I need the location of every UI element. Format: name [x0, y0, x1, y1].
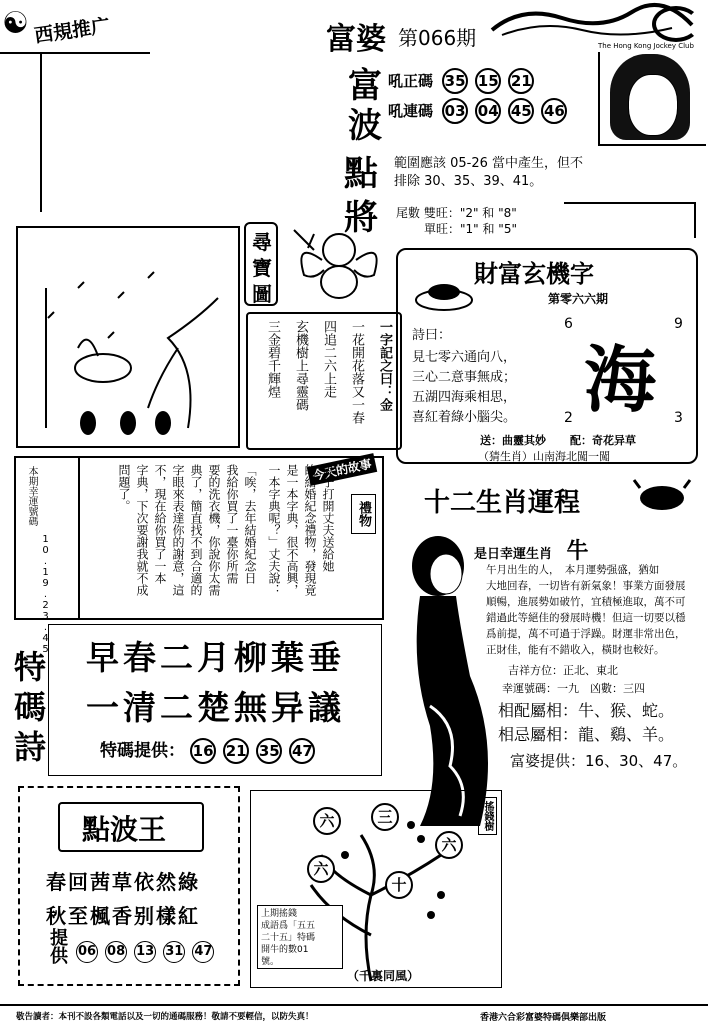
tema-number: 35: [256, 738, 282, 764]
caifu-title: 財富玄機字: [474, 259, 594, 288]
poem-line: 喜紅着綠小腦尖。: [412, 410, 517, 425]
tree-corner-tag: 搖錢樹: [478, 797, 497, 835]
zodiac-title: 十二生肖運程: [424, 488, 581, 518]
tree-note-line: 成語爲「五五: [261, 921, 316, 931]
ox-icon: [630, 474, 694, 514]
poem-col: 一花開花落又一春: [349, 320, 364, 424]
tema-number: 16: [190, 738, 216, 764]
xunbao-title-char-1: 尋: [252, 230, 272, 254]
poem-label: 詩曰：: [412, 328, 452, 343]
xunbao-poem-scroll: [246, 312, 402, 450]
story-col: 典了，簡直找不到合適的: [189, 464, 203, 596]
footer-right: 香港六合彩富婆特碼俱樂部出版: [480, 1013, 607, 1023]
paragraph-line: 錯過此等絕佳的發展時機！但這一切要以穩: [486, 612, 686, 624]
zodiac-provided: 富婆提供：16、30、47。: [510, 752, 688, 770]
corner-num: 6: [564, 316, 573, 332]
corner-num: 3: [674, 410, 683, 426]
story-col: 問題了。: [117, 464, 131, 512]
paragraph-line: 午月出生的人， 本月運勢强盛，猶如: [486, 564, 660, 576]
lian-row: [388, 98, 569, 124]
corner-num: 2: [564, 410, 573, 426]
corner-num: 9: [674, 316, 683, 332]
lucky-direction: 吉祥方位：正北、東北: [508, 664, 618, 677]
tail-line-1: 尾數 雙旺："2" 和 "8": [396, 206, 517, 220]
tema-provide-label: 特碼提供：: [100, 741, 185, 761]
story-col: 字典，下次要謝我就不成: [135, 464, 149, 596]
tema-number: 21: [223, 738, 249, 764]
tree-note-box: [257, 905, 343, 969]
tema-line-1: 早春二月柳葉垂: [86, 638, 345, 677]
tema-number: 47: [289, 738, 315, 764]
lucky-animal-line: [474, 534, 589, 565]
story-tag: 禮物: [351, 494, 376, 534]
zodiac-section: [390, 470, 708, 790]
lian-number: 03: [442, 98, 468, 124]
zheng-number: 21: [508, 68, 534, 94]
tema-char-1: 特: [14, 648, 47, 686]
tree-circle: [371, 803, 399, 831]
tree-circle: [435, 831, 463, 859]
left-bracket: [40, 52, 42, 212]
zheng-number: 15: [475, 68, 501, 94]
story-col: 我給你買了一臺你所需: [225, 464, 239, 584]
story-box: [14, 456, 384, 655]
caifu-box: [396, 248, 698, 464]
paragraph-line: 大地回春，一切皆有新氣象！事業方面發展: [486, 580, 686, 592]
tree-circle-text: 六: [441, 836, 457, 854]
corner-promo-text: 西規推广: [33, 14, 112, 48]
header-banner: [322, 0, 708, 57]
dianbo-provide-label: 提供: [47, 928, 68, 964]
poem-line: 見七零六通向八，: [412, 350, 517, 365]
dianjiang-char-1: 點: [344, 154, 378, 194]
dianbo-number: 06: [76, 941, 98, 963]
xunbao-title-char-3: 圖: [252, 282, 272, 306]
credit-pei: 配：奇花异草: [570, 434, 636, 447]
poem-title: 一字記之曰：金: [377, 320, 392, 411]
issue-number: 第066期: [398, 26, 477, 50]
dianbo-number: 08: [105, 941, 127, 963]
caifu-issue: 第零六六期: [548, 292, 609, 306]
lucky-animal-label: 是日幸運生肖: [474, 547, 553, 562]
zheng-row: [388, 68, 536, 94]
story-col: 妻子打開丈夫送給她: [321, 464, 335, 572]
corner-promo: [0, 0, 150, 54]
poem-line: 三心二意事無成；: [412, 370, 517, 385]
jockey-club-logo-icon: [652, 6, 700, 42]
tree-circle-text: 三: [377, 808, 393, 826]
zheng-number: 35: [442, 68, 468, 94]
deco-bar: [564, 202, 696, 238]
range-text-1: 範圍應該 05-26 當中產生，但不: [394, 156, 584, 171]
tema-provide-row: [100, 736, 317, 764]
portrait-face: [628, 74, 678, 136]
story-col: 「唉，去年結婚紀念日: [243, 464, 257, 584]
fubo-char-1: 富: [348, 66, 382, 106]
lucky-numbers: 10.19.23.45: [40, 534, 51, 655]
lian-number: 04: [475, 98, 501, 124]
dianbo-number: 13: [134, 941, 156, 963]
xunbao-title-box: [244, 222, 278, 306]
cupid-icon: [284, 220, 394, 310]
story-col: 是一本字典，很不高興，: [285, 464, 299, 596]
jockey-club-text: The Hong Kong Jockey Club: [598, 42, 694, 50]
xunbao-picture-box: [16, 226, 240, 448]
story-tag-2: 今天的故事: [307, 453, 377, 486]
tree-circle: [385, 871, 413, 899]
tree-note-line: 開牛的數01: [261, 945, 309, 955]
lian-number: 45: [508, 98, 534, 124]
tema-char-3: 詩: [14, 728, 47, 766]
tree-circle-text: 六: [313, 860, 329, 878]
paragraph-line: 順暢，進展勢如破竹，宜積極進取，萬不可: [486, 596, 686, 608]
paragraph-line: 爲前提，萬不可過于浮躁。財運非常出色，: [486, 628, 686, 640]
tree-note-line: 號。: [261, 957, 280, 967]
match-bad: 相忌屬相：龍、鷄、羊。: [498, 725, 675, 744]
lian-label: 吼連碼: [388, 102, 434, 120]
poem-col: 三金碧千輝煌: [265, 320, 280, 398]
page-title: 富婆: [326, 22, 386, 57]
tree-note-line: 上期搖錢: [261, 909, 298, 919]
tema-section: [14, 624, 384, 780]
match-good: 相配屬相：牛、猴、蛇。: [498, 701, 675, 720]
story-col: 的結婚紀念禮物，發現竟: [303, 464, 317, 596]
story-divider: [78, 458, 80, 618]
footer-bar: [0, 1004, 708, 1026]
zheng-label: 吼正碼: [388, 72, 434, 90]
fubo-char-2: 波: [348, 106, 382, 146]
tree-circle: [313, 807, 341, 835]
dianbo-number-row: [76, 940, 216, 963]
tree-box: [250, 790, 502, 988]
tree-caption: （千裏同風）: [347, 969, 420, 983]
dianjiang-char-2: 將: [344, 198, 378, 238]
tree-circle-text: 六: [319, 812, 335, 830]
tree-circle-text: 十: [391, 876, 407, 894]
dianjiang-section: [340, 146, 708, 238]
story-col: 一本字典呢？」丈夫說：: [267, 464, 281, 596]
xunbao-title-char-2: 寶: [252, 256, 272, 280]
story-col: 要的洗衣機，你說你太需: [207, 464, 221, 596]
lucky-animal: 牛: [566, 539, 589, 564]
zodiac-paragraph: [486, 562, 708, 658]
range-text-2: 排除 30、35、39、41。: [394, 174, 543, 189]
tree-circle: [307, 855, 335, 883]
dianbo-line-1: 春回茜草依然綠: [46, 870, 200, 894]
caifu-big-char: 海: [584, 337, 657, 422]
credit-note: （猜生肖）山南海北闖一闖: [478, 450, 610, 463]
tema-line-2: 一清二楚無异議: [86, 688, 345, 727]
corner-logo-icon: ☯: [2, 6, 29, 41]
lian-number: 46: [541, 98, 567, 124]
tail-line-2: 單旺："1" 和 "5": [424, 222, 517, 236]
paragraph-line: 正財佳，能有不錯收入，橫財也較好。: [486, 644, 665, 656]
dianbo-title: 點波王: [82, 813, 167, 846]
lucky-numbers-line: 幸運號碼：一九 凶數：三四: [502, 682, 645, 695]
footer-left: 敬告讀者：本刊不設各類電話以及一切的通碼服務！敬請不要輕信，以防失真！: [16, 1012, 314, 1022]
dianbo-box: [18, 786, 240, 986]
story-col: 不，現在給你買了一本: [153, 464, 167, 584]
story-col: 字眼來表達你的謝意，這: [171, 464, 185, 596]
dianbo-line-2: 秋至楓香别樣紅: [46, 904, 200, 928]
poem-line: 五湖四海乘相思，: [412, 390, 517, 405]
poem-col: 四追二六上走: [321, 320, 336, 398]
woman-portrait: [598, 52, 706, 146]
dianbo-number: 47: [192, 941, 214, 963]
credit-song: 送：曲靈其妙: [480, 434, 546, 447]
dianbo-number: 31: [163, 941, 185, 963]
tema-char-2: 碼: [14, 688, 47, 726]
tree-note-line: 二十五」特碼: [261, 933, 316, 943]
treasure-bowl-icon: [412, 274, 476, 314]
poem-col: 玄機樹上尋靈碼: [293, 320, 308, 411]
lucky-label: 本期幸運號碼: [26, 466, 37, 526]
tree-and-insects-icon: [18, 228, 238, 446]
